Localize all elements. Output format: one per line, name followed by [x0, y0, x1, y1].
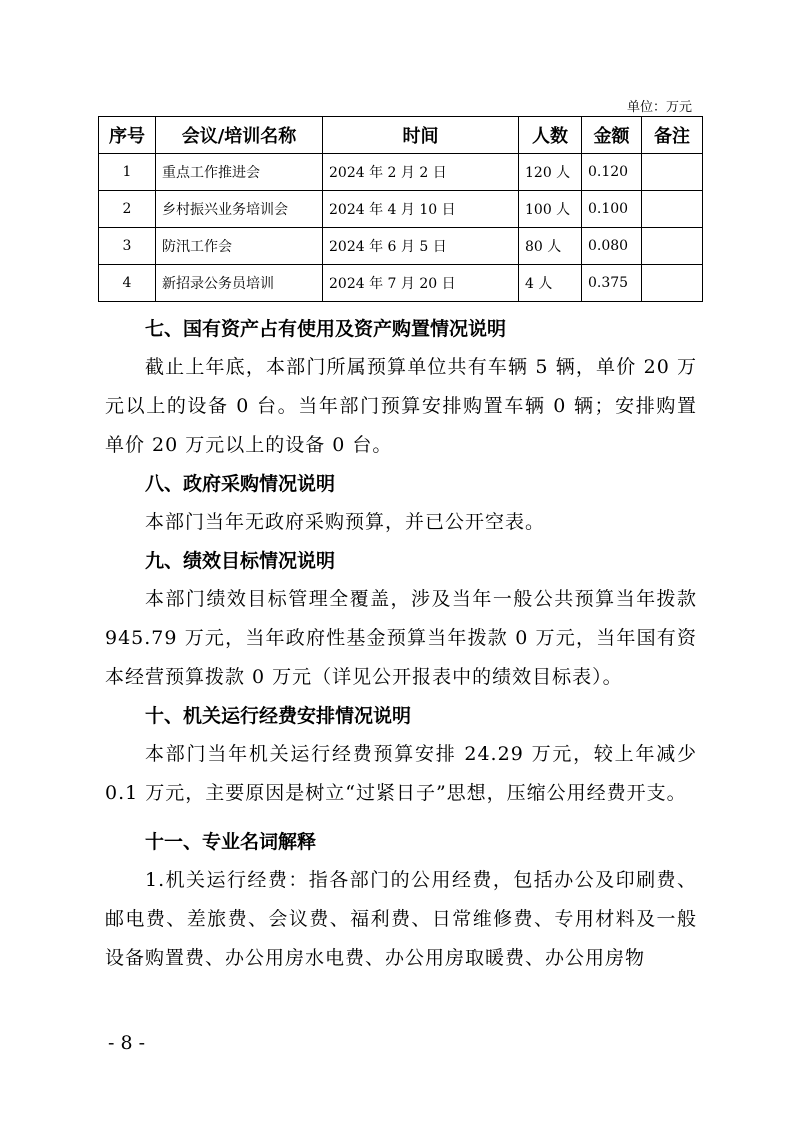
cell-time: 2024 年 2 月 2 日: [323, 154, 519, 191]
cell-people: 80 人: [519, 228, 582, 265]
unit-label: 单位：万元: [626, 100, 692, 115]
cell-index: 1: [99, 154, 156, 191]
section-7-heading: 七、国有资产占有使用及资产购置情况说明: [145, 318, 507, 340]
cell-name: 新招录公务员培训: [156, 265, 323, 302]
header-remarks: 备注: [642, 117, 703, 154]
cell-index: 2: [99, 191, 156, 228]
cell-time: 2024 年 4 月 10 日: [323, 191, 519, 228]
table-row: [99, 228, 703, 265]
cell-index: 4: [99, 265, 156, 302]
section-11-heading: 十一、专业名词解释: [145, 831, 317, 853]
table-row: [99, 265, 703, 302]
cell-people: 4 人: [519, 265, 582, 302]
table-header-row: [99, 117, 703, 154]
page-number: - 8 -: [108, 1032, 146, 1054]
cell-amount: 0.100: [582, 191, 642, 228]
table-row: [99, 154, 703, 191]
cell-remarks: [642, 265, 703, 302]
cell-time: 2024 年 7 月 20 日: [323, 265, 519, 302]
cell-name: 乡村振兴业务培训会: [156, 191, 323, 228]
spacer: [105, 813, 697, 823]
cell-remarks: [642, 191, 703, 228]
section-10-heading: 十、机关运行经费安排情况说明: [145, 705, 412, 727]
section-8-heading: 八、政府采购情况说明: [145, 473, 336, 495]
table-row: [99, 191, 703, 228]
section-11-paragraph: 1.机关运行经费：指各部门的公用经费，包括办公及印刷费、邮电费、差旅费、会议费、福利费、日常维修费、专用材料及一般设备购置费、办公用房水电费、办公用房取暖费、办公用房物: [105, 869, 697, 969]
section-9-heading: 九、绩效目标情况说明: [145, 550, 336, 572]
cell-amount: 0.375: [582, 265, 642, 302]
cell-remarks: [642, 154, 703, 191]
cell-time: 2024 年 6 月 5 日: [323, 228, 519, 265]
meeting-table: [98, 116, 703, 302]
header-index: 序号: [99, 117, 156, 154]
cell-index: 3: [99, 228, 156, 265]
cell-name: 重点工作推进会: [156, 154, 323, 191]
section-7-paragraph: 截止上年底，本部门所属预算单位共有车辆 5 辆，单价 20 万元以上的设备 0 台。当年部门预算安排购置车辆 0 辆；安排购置单价 20 万元以上的设备 0 台。: [105, 356, 697, 456]
document-body: [105, 310, 697, 978]
header-amount: 金额: [582, 117, 642, 154]
header-time: 时间: [323, 117, 519, 154]
header-name: 会议/培训名称: [156, 117, 323, 154]
section-10-paragraph: 本部门当年机关运行经费预算安排 24.29 万元，较上年减少 0.1 万元，主要原因是树立“过紧日子”思想，压缩公用经费开支。: [105, 743, 697, 804]
cell-people: 100 人: [519, 191, 582, 228]
cell-people: 120 人: [519, 154, 582, 191]
section-9-paragraph: 本部门绩效目标管理全覆盖，涉及当年一般公共预算当年拨款 945.79 万元，当年政府性基金预算当年拨款 0 万元，当年国有资本经营预算拨款 0 万元（详见公开报表中的绩效目标表）。: [105, 588, 697, 688]
section-8-paragraph: 本部门当年无政府采购预算，并已公开空表。: [145, 511, 546, 533]
header-people: 人数: [519, 117, 582, 154]
cell-amount: 0.120: [582, 154, 642, 191]
cell-remarks: [642, 228, 703, 265]
cell-amount: 0.080: [582, 228, 642, 265]
cell-name: 防汛工作会: [156, 228, 323, 265]
